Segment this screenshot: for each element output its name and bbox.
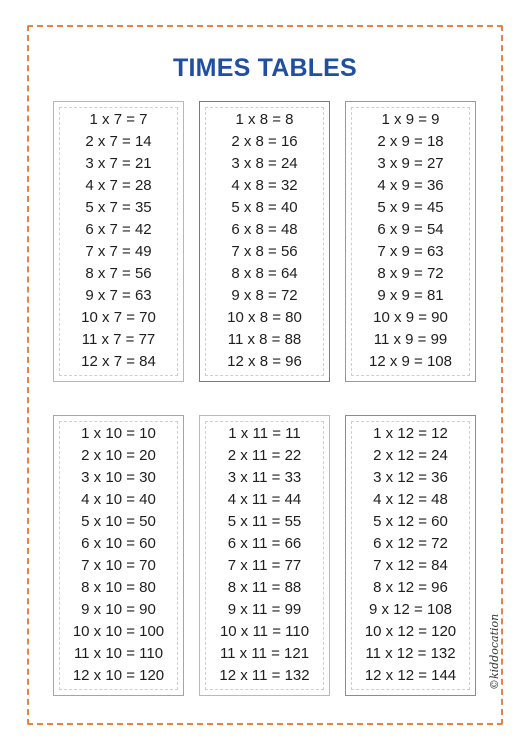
table-row: 10 x 10 = 100	[72, 623, 165, 640]
table-row: 2 x 8 = 16	[231, 133, 298, 150]
table-row: 4 x 12 = 48	[373, 491, 448, 508]
table-row: 7 x 7 = 49	[85, 243, 152, 260]
table-row: 12 x 12 = 144	[364, 667, 457, 684]
times-table-12-card	[345, 415, 476, 696]
table-row: 12 x 7 = 84	[81, 353, 156, 370]
table-row: 6 x 8 = 48	[231, 221, 298, 238]
times-table-10-rows	[54, 423, 183, 687]
table-row: 5 x 12 = 60	[373, 513, 448, 530]
table-row: 6 x 7 = 42	[85, 221, 152, 238]
table-row: 3 x 9 = 27	[377, 155, 444, 172]
times-table-11-rows	[200, 423, 329, 687]
page-title: TIMES TABLES	[173, 54, 357, 82]
table-row: 9 x 12 = 108	[369, 601, 452, 618]
table-row: 1 x 7 = 7	[89, 111, 148, 128]
table-row: 4 x 8 = 32	[231, 177, 298, 194]
table-row: 11 x 12 = 132	[365, 645, 456, 662]
table-row: 11 x 10 = 110	[73, 645, 164, 662]
table-row: 6 x 11 = 66	[227, 535, 302, 552]
table-row: 7 x 8 = 56	[231, 243, 298, 260]
table-row: 11 x 8 = 88	[227, 331, 302, 348]
times-table-8-card	[199, 101, 330, 382]
table-row: 8 x 7 = 56	[85, 265, 152, 282]
table-row: 2 x 11 = 22	[227, 447, 302, 464]
table-row: 5 x 7 = 35	[85, 199, 152, 216]
table-row: 9 x 10 = 90	[81, 601, 156, 618]
table-row: 2 x 10 = 20	[81, 447, 156, 464]
times-table-8-rows	[200, 109, 329, 373]
table-row: 2 x 9 = 18	[377, 133, 444, 150]
table-row: 3 x 7 = 21	[85, 155, 152, 172]
table-row: 12 x 10 = 120	[72, 667, 165, 684]
table-row: 10 x 9 = 90	[373, 309, 448, 326]
times-table-9-card	[345, 101, 476, 382]
table-row: 1 x 9 = 9	[381, 111, 440, 128]
table-row: 10 x 11 = 110	[219, 623, 310, 640]
table-row: 7 x 10 = 70	[81, 557, 156, 574]
table-row: 3 x 8 = 24	[231, 155, 298, 172]
table-row: 6 x 10 = 60	[81, 535, 156, 552]
table-row: 9 x 7 = 63	[85, 287, 152, 304]
table-row: 1 x 10 = 10	[81, 425, 156, 442]
table-row: 12 x 8 = 96	[227, 353, 302, 370]
table-row: 9 x 8 = 72	[231, 287, 298, 304]
table-row: 5 x 8 = 40	[231, 199, 298, 216]
table-row: 5 x 10 = 50	[81, 513, 156, 530]
table-row: 2 x 7 = 14	[85, 133, 152, 150]
copyright-watermark: ©kiddocation	[488, 613, 501, 690]
table-row: 4 x 7 = 28	[85, 177, 152, 194]
times-table-10-card	[53, 415, 184, 696]
table-row: 8 x 8 = 64	[231, 265, 298, 282]
times-table-9-rows	[346, 109, 475, 373]
table-row: 11 x 7 = 77	[81, 331, 156, 348]
table-row: 2 x 12 = 24	[373, 447, 448, 464]
times-table-11-card	[199, 415, 330, 696]
table-row: 3 x 11 = 33	[227, 469, 302, 486]
table-row: 4 x 10 = 40	[81, 491, 156, 508]
table-row: 8 x 12 = 96	[373, 579, 448, 596]
table-row: 10 x 7 = 70	[81, 309, 156, 326]
times-table-7-rows	[54, 109, 183, 373]
table-row: 9 x 11 = 99	[227, 601, 302, 618]
table-row: 12 x 11 = 132	[219, 667, 310, 684]
table-row: 7 x 12 = 84	[373, 557, 448, 574]
table-row: 8 x 9 = 72	[377, 265, 444, 282]
table-row: 1 x 12 = 12	[373, 425, 448, 442]
table-row: 5 x 9 = 45	[377, 199, 444, 216]
table-row: 4 x 11 = 44	[227, 491, 302, 508]
table-row: 4 x 9 = 36	[377, 177, 444, 194]
table-row: 3 x 10 = 30	[81, 469, 156, 486]
table-row: 5 x 11 = 55	[227, 513, 302, 530]
table-row: 12 x 9 = 108	[369, 353, 452, 370]
times-table-12-rows	[346, 423, 475, 687]
table-row: 6 x 12 = 72	[373, 535, 448, 552]
table-row: 6 x 9 = 54	[377, 221, 444, 238]
table-row: 11 x 9 = 99	[373, 331, 448, 348]
table-row: 3 x 12 = 36	[373, 469, 448, 486]
table-row: 11 x 11 = 121	[219, 645, 310, 662]
table-row: 1 x 11 = 11	[228, 425, 301, 442]
table-row: 9 x 9 = 81	[377, 287, 444, 304]
table-row: 7 x 11 = 77	[227, 557, 302, 574]
table-row: 10 x 8 = 80	[227, 309, 302, 326]
times-table-7-card	[53, 101, 184, 382]
table-row: 10 x 12 = 120	[364, 623, 457, 640]
table-row: 7 x 9 = 63	[377, 243, 444, 260]
table-row: 8 x 10 = 80	[81, 579, 156, 596]
table-row: 1 x 8 = 8	[235, 111, 294, 128]
table-row: 8 x 11 = 88	[227, 579, 302, 596]
